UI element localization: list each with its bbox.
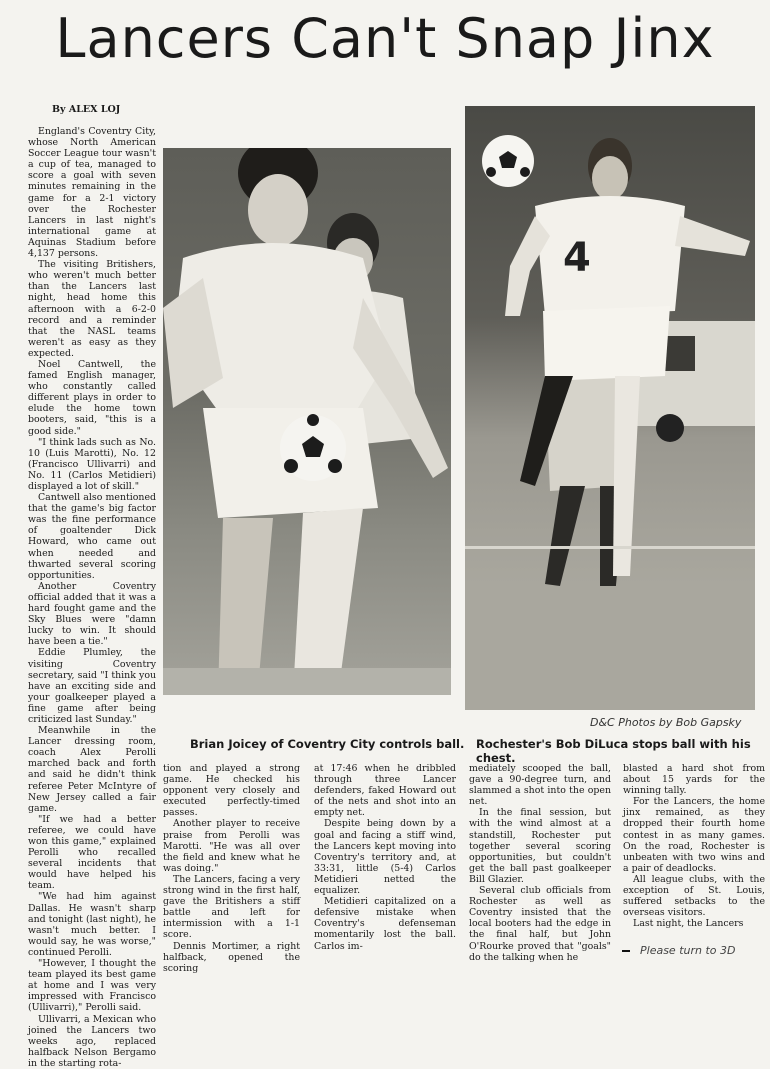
paragraph: The Lancers, facing a very strong wind in the first half, gave the Britishers a stiff battle and left for intermission with a 1-1 score. [163, 873, 300, 941]
paragraph: at 17:46 when he dribbled through three Lancer defenders, faked Howard out of the nets and shot into an empty net. [314, 763, 456, 819]
article-column-4 [469, 763, 611, 963]
paragraph: Several club officials from Rochester as well as Coventry insisted that the local booters had the edge in the final half, but John O'Rourke proved that "goals" do the talking when he [469, 885, 611, 963]
continuation-dash [622, 950, 630, 952]
paragraph: mediately scooped the ball, gave a 90-degree turn, and slammed a shot into the open net. [469, 763, 611, 808]
photo-illustration [163, 148, 451, 695]
paragraph: All league clubs, with the exception of St. Louis, suffered setbacks to the overseas visitors. [623, 873, 765, 919]
paragraph: In the final session, but with the wind almost at a standstill, Rochester put together several scoring opportunities, but couldn't get the ball past goalkeeper Bill Glazier. [469, 807, 611, 885]
paragraph: Despite being down by a goal and facing a stiff wind, the Lancers kept moving into Coventry's territory and, at 33:31, little (5-4) Carlos Metidieri netted the equalizer. [314, 818, 456, 897]
paragraph: England's Coventry City, whose North American Soccer League tour wasn't a cup of tea, managed to score a goal with seven minutes remaining in the game for a 2-1 victory over the Rochester Lancers in last night's international game at Aquinas Stadium before 4,137 persons. [28, 126, 156, 260]
paragraph: Another Coventry official added that it was a hard fought game and the Sky Blues were "damn lucky to win. It should have been a tie." [28, 580, 156, 648]
photo-bob-diluca [465, 106, 755, 710]
paragraph: The visiting Britishers, who weren't much better than the Lancers last night, head home this afternoon with a 6-2-0 record and a reminder that the NASL teams weren't as easy as they expected. [28, 259, 156, 359]
caption-right: Rochester's Bob DiLuca stops ball with his chest. [476, 737, 751, 765]
paragraph: Eddie Plumley, the visiting Coventry secretary, said "I think you have an exciting side and your goalkeeper played a fine game after being criticized last Sunday." [28, 647, 156, 725]
paragraph: Last night, the Lancers [633, 918, 744, 930]
article-column-5 [623, 763, 765, 929]
paragraph: Noel Cantwell, the famed English manager, who constantly called different plays in order to elude the home town booters, said, "this is a good side." [28, 358, 156, 437]
paragraph: Metidieri capitalized on a defensive mistake when Coventry's defenseman momentarily lost the ball. Carlos im- [314, 896, 456, 952]
article-column-2 [163, 763, 300, 974]
paragraph: Another player to receive praise from Perolli was Marotti. "He was all over the field and knew what he was doing." [163, 818, 300, 874]
article-column-3 [314, 763, 456, 952]
photo-credit: D&C Photos by Bob Gapsky [590, 716, 742, 729]
paragraph: "We had him against Dallas. He wasn't sharp and tonight (last night), he wasn't much better. I would say, he was worse," continued Perolli. [28, 891, 156, 958]
headline: Lancers Can't Snap Jinx [55, 7, 715, 70]
byline: By ALEX LOJ [52, 104, 121, 115]
paragraph: "If we had a better referee, we could have won this game," explained Perolli who recalled several incidents that would have helped his team. [28, 813, 156, 892]
paragraph: blasted a hard shot from about 15 yards for the winning tally. [623, 763, 765, 797]
paragraph: Meanwhile in the Lancer dressing room, coach Alex Perolli marched back and forth and said he didn't think referee Peter McIntyre of New Jersey called a fair game. [28, 725, 156, 814]
paragraph: "However, I thought the team played its best game at home and I was very impressed with Francisco (Ullivarri)," Perolli said. [28, 958, 156, 1014]
paragraph: Dennis Mortimer, a right halfback, opened the scoring [163, 940, 300, 974]
article-column-1 [28, 126, 156, 1069]
photo-illustration [465, 106, 755, 710]
paragraph: "I think lads such as No. 10 (Luis Marotti), No. 12 (Francisco Ullivarri) and No. 11 (Carlos Metidieri) displayed a lot of skill." [28, 436, 156, 492]
photo-brian-joicey [163, 148, 451, 695]
paragraph: For the Lancers, the home jinx remained, as they dropped their fourth home contest in as many games. On the road, Rochester is unbeaten with two wins and a pair of deadlocks. [623, 796, 765, 874]
paragraph: Ullivarri, a Mexican who joined the Lancers two weeks ago, replaced halfback Nelson Bergamo in the starting rota- [28, 1013, 156, 1069]
caption-left: Brian Joicey of Coventry City controls ball. [190, 737, 465, 751]
jersey-number-4: 4 [563, 235, 591, 281]
paragraph: tion and played a strong game. He checked his opponent very closely and executed perfectly-timed passes. [163, 763, 300, 819]
paragraph: Cantwell also mentioned that the game's big factor was the fine performance of goaltender Dick Howard, who came out when needed and thwarted several scoring opportunities. [28, 492, 156, 581]
continuation-line: Please turn to 3D [640, 944, 736, 957]
